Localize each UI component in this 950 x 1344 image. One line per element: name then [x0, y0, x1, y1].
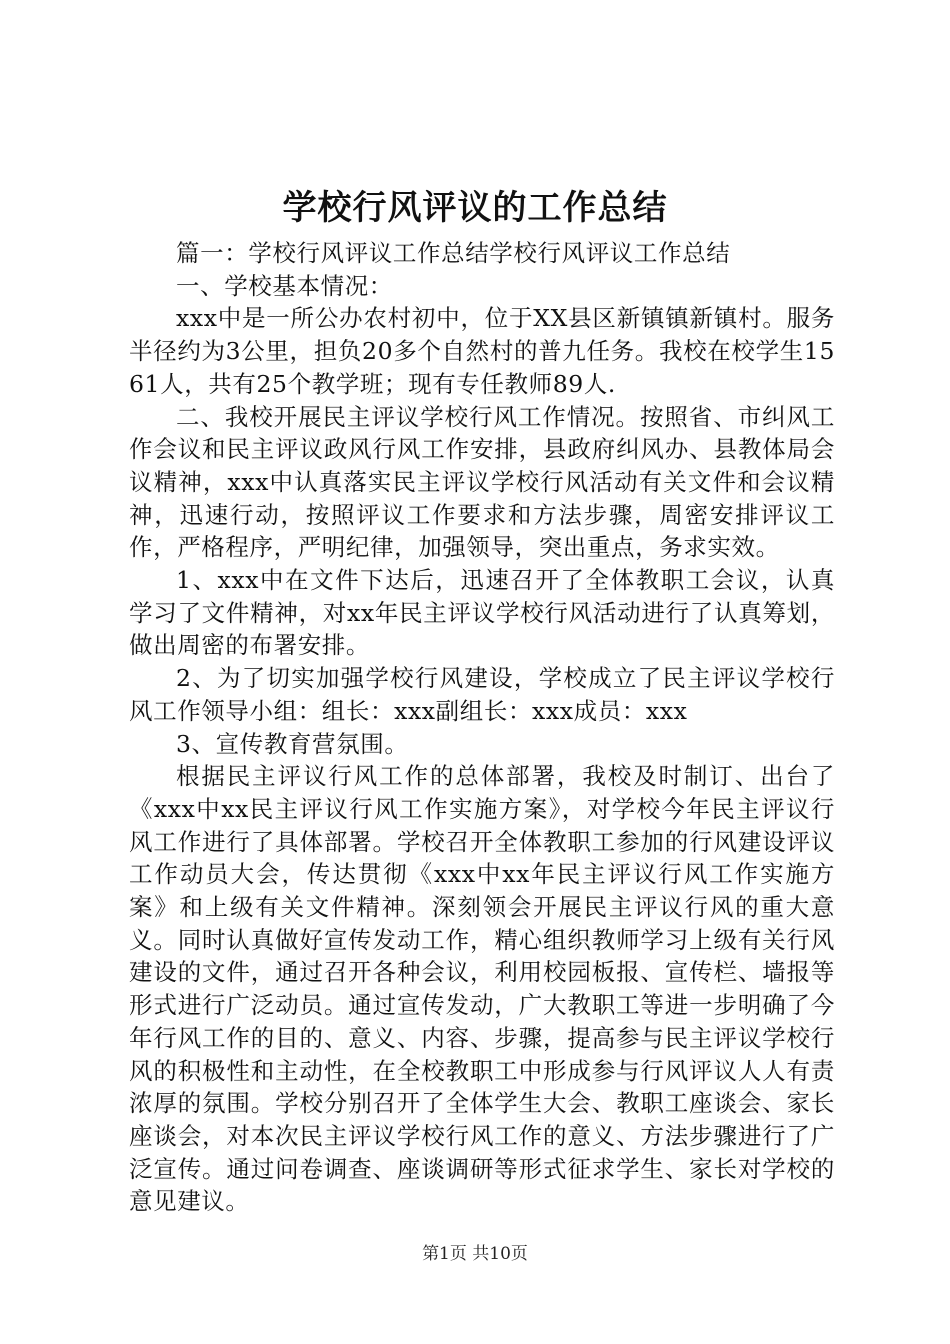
paragraph-1: 篇一：学校行风评议工作总结学校行风评议工作总结 [176, 239, 731, 267]
document-title: 学校行风评议的工作总结 [282, 188, 668, 228]
paragraph-3: xxx中是一所公办农村初中，位于XX县区新镇镇新镇村。服务半径约为3公里，担负20多个自然村的普九任务。我校在校学生1561人，共有25个教学班；现有专任教师89人. [129, 304, 835, 398]
page-number-footer: 第1页 共10页 [422, 1244, 528, 1264]
paragraph-4: 二、我校开展民主评议学校行风工作情况。按照省、市纠风工作会议和民主评议政风行风工作安排，县政府纠风办、县教体局会议精神，xxx中认真落实民主评议学校行风活动有关文件和会议精神，迅速行动，按照评议工作要求和方法步骤，周密安排评议工作，严格程序，严明纪律，加强领导，突出重点，务求实效。 [129, 402, 835, 562]
paragraph-6: 2、为了切实加强学校行风建设，学校成立了民主评议学校行风工作领导小组：组长：xxx副组长：xxx成员：xxx [129, 664, 835, 725]
paragraph-8: 根据民主评议行风工作的总体部署，我校及时制订、出台了《xxx中xx民主评议行风工作实施方案》，对学校今年民主评议行风工作进行了具体部署。学校召开全体教职工参加的行风建设评议工作动员大会，传达贯彻《xxx中xx年民主评议行风工作实施方案》和上级有关文件精神。深刻领会开展民主评议行风的重大意义。同时认真做好宣传发动工作，精心组织教师学习上级有关行风建设的文件，通过召开各种会议，利用校园板报、宣传栏、墙报等形式进行广泛动员。通过宣传发动，广大教职工等进一步明确了今年行风工作的目的、意义、内容、步骤，提高参与民主评议学校行风的积极性和主动性，在全校教职工中形成参与行风评议人人有责浓厚的氛围。学校分别召开了全体学生大会、教职工座谈会、家长座谈会，对本次民主评议学校行风工作的意义、方法步骤进行了广泛宣传。通过问卷调查、座谈调研等形式征求学生、家长对学校的意见建议。 [129, 762, 835, 1216]
paragraph-5: 1、xxx中在文件下达后，迅速召开了全体教职工会议，认真学习了文件精神，对xx年民主评议学校行风活动进行了认真筹划，做出周密的布署安排。 [129, 566, 835, 660]
paragraph-7: 3、宣传教育营氛围。 [176, 729, 409, 758]
paragraph-2: 一、学校基本情况： [176, 271, 393, 300]
document-body [129, 237, 835, 1218]
